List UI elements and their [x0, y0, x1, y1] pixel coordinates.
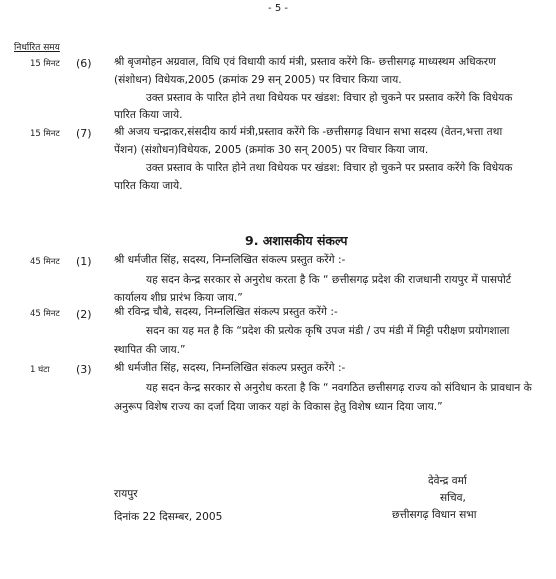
item-time: 15 मिनट	[30, 129, 60, 139]
item-text-line: श्री अजय चन्द्राकर,संसदीय कार्य मंत्री,प्रस्ताव करेंगे कि -छत्तीसगढ़ विधान सभा सदस्य (वेतन,भत्ता तथा	[114, 126, 503, 138]
resolution-text-line: कार्यालय शीघ्र प्रारंभ किया जाय.”	[114, 292, 243, 304]
resolution-text-line: यह सदन केन्द्र सरकार से अनुरोध करता है कि “ छत्तीसगढ़ प्रदेश की राजधानी रायपुर में पासपोर्ट	[146, 274, 512, 286]
resolution-text-line: सदन का यह मत है कि “प्रदेश की प्रत्येक कृषि उपज मंडी / उप मंडी में मिट्टी परीक्षण प्रयोगशाला	[146, 325, 510, 337]
section-heading: 9. अशासकीय संकल्प	[245, 233, 348, 248]
page-number: - 5 -	[268, 3, 288, 14]
signatory-designation: सचिव,	[440, 492, 466, 504]
resolution-time: 45 मिनट	[30, 309, 60, 319]
item-consequent-line: पारित किया जाये.	[114, 109, 183, 121]
resolution-text-line: यह सदन केन्द्र सरकार से अनुरोध करता है कि “ नवगठित छत्तीसगढ़ राज्य को संविधान के प्रावधान के	[146, 382, 532, 394]
signatory-name: देवेन्द्र वर्मा	[428, 475, 467, 487]
resolution-text-line: स्थापित की जाय.”	[114, 344, 186, 356]
resolution-mover: श्री रविन्द्र चौबे, सदस्य, निम्नलिखित संकल्प प्रस्तुत करेंगे :-	[114, 306, 338, 318]
item-consequent-line: पारित किया जाये.	[114, 180, 183, 192]
time-column-header: निर्धारित समय	[14, 43, 60, 53]
item-number: (6)	[76, 57, 92, 70]
item-text-line: श्री बृजमोहन अग्रवाल, विधि एवं विधायी कार्य मंत्री, प्रस्ताव करेंगे कि- छत्तीसगढ़ माध्यस्थम अधिकरण	[114, 56, 496, 68]
resolution-number: (2)	[76, 308, 92, 321]
resolution-mover: श्री धर्मजीत सिंह, सदस्य, निम्नलिखित संकल्प प्रस्तुत करेंगे :-	[114, 362, 346, 374]
resolution-mover: श्री धर्मजीत सिंह, सदस्य, निम्नलिखित संकल्प प्रस्तुत करेंगे :-	[114, 254, 346, 266]
footer-place: रायपुर	[114, 488, 138, 500]
resolution-number: (3)	[76, 363, 92, 376]
item-text-line: पेंशन) (संशोधन)विधेयक, 2005 (क्रमांक 30 सन् 2005) पर विचार किया जाय.	[114, 144, 429, 156]
item-text-line: (संशोधन) विधेयक,2005 (क्रमांक 29 सन् 2005) पर विचार किया जाय.	[114, 74, 402, 86]
resolution-time: 1 घंटा	[30, 365, 50, 375]
signatory-office: छत्तीसगढ़ विधान सभा	[392, 509, 477, 521]
resolution-number: (1)	[76, 255, 92, 268]
footer-date: दिनांक 22 दिसम्बर, 2005	[114, 511, 223, 523]
item-consequent-line: उक्त प्रस्ताव के पारित होने तथा विधेयक पर खंडश: विचार हो चुकने पर प्रस्ताव करेंगे कि विधेयक	[146, 162, 513, 174]
resolution-time: 45 मिनट	[30, 257, 60, 267]
item-consequent-line: उक्त प्रस्ताव के पारित होने तथा विधेयक पर खंडश: विचार हो चुकने पर प्रस्ताव करेंगे कि विधेयक	[146, 92, 513, 104]
resolution-text-line: अनुरूप विशेष राज्य का दर्जा दिया जाकर यहां के विकास हेतु विशेष ध्यान दिया जाय.”	[114, 401, 443, 413]
item-number: (7)	[76, 127, 92, 140]
item-time: 15 मिनट	[30, 59, 60, 69]
